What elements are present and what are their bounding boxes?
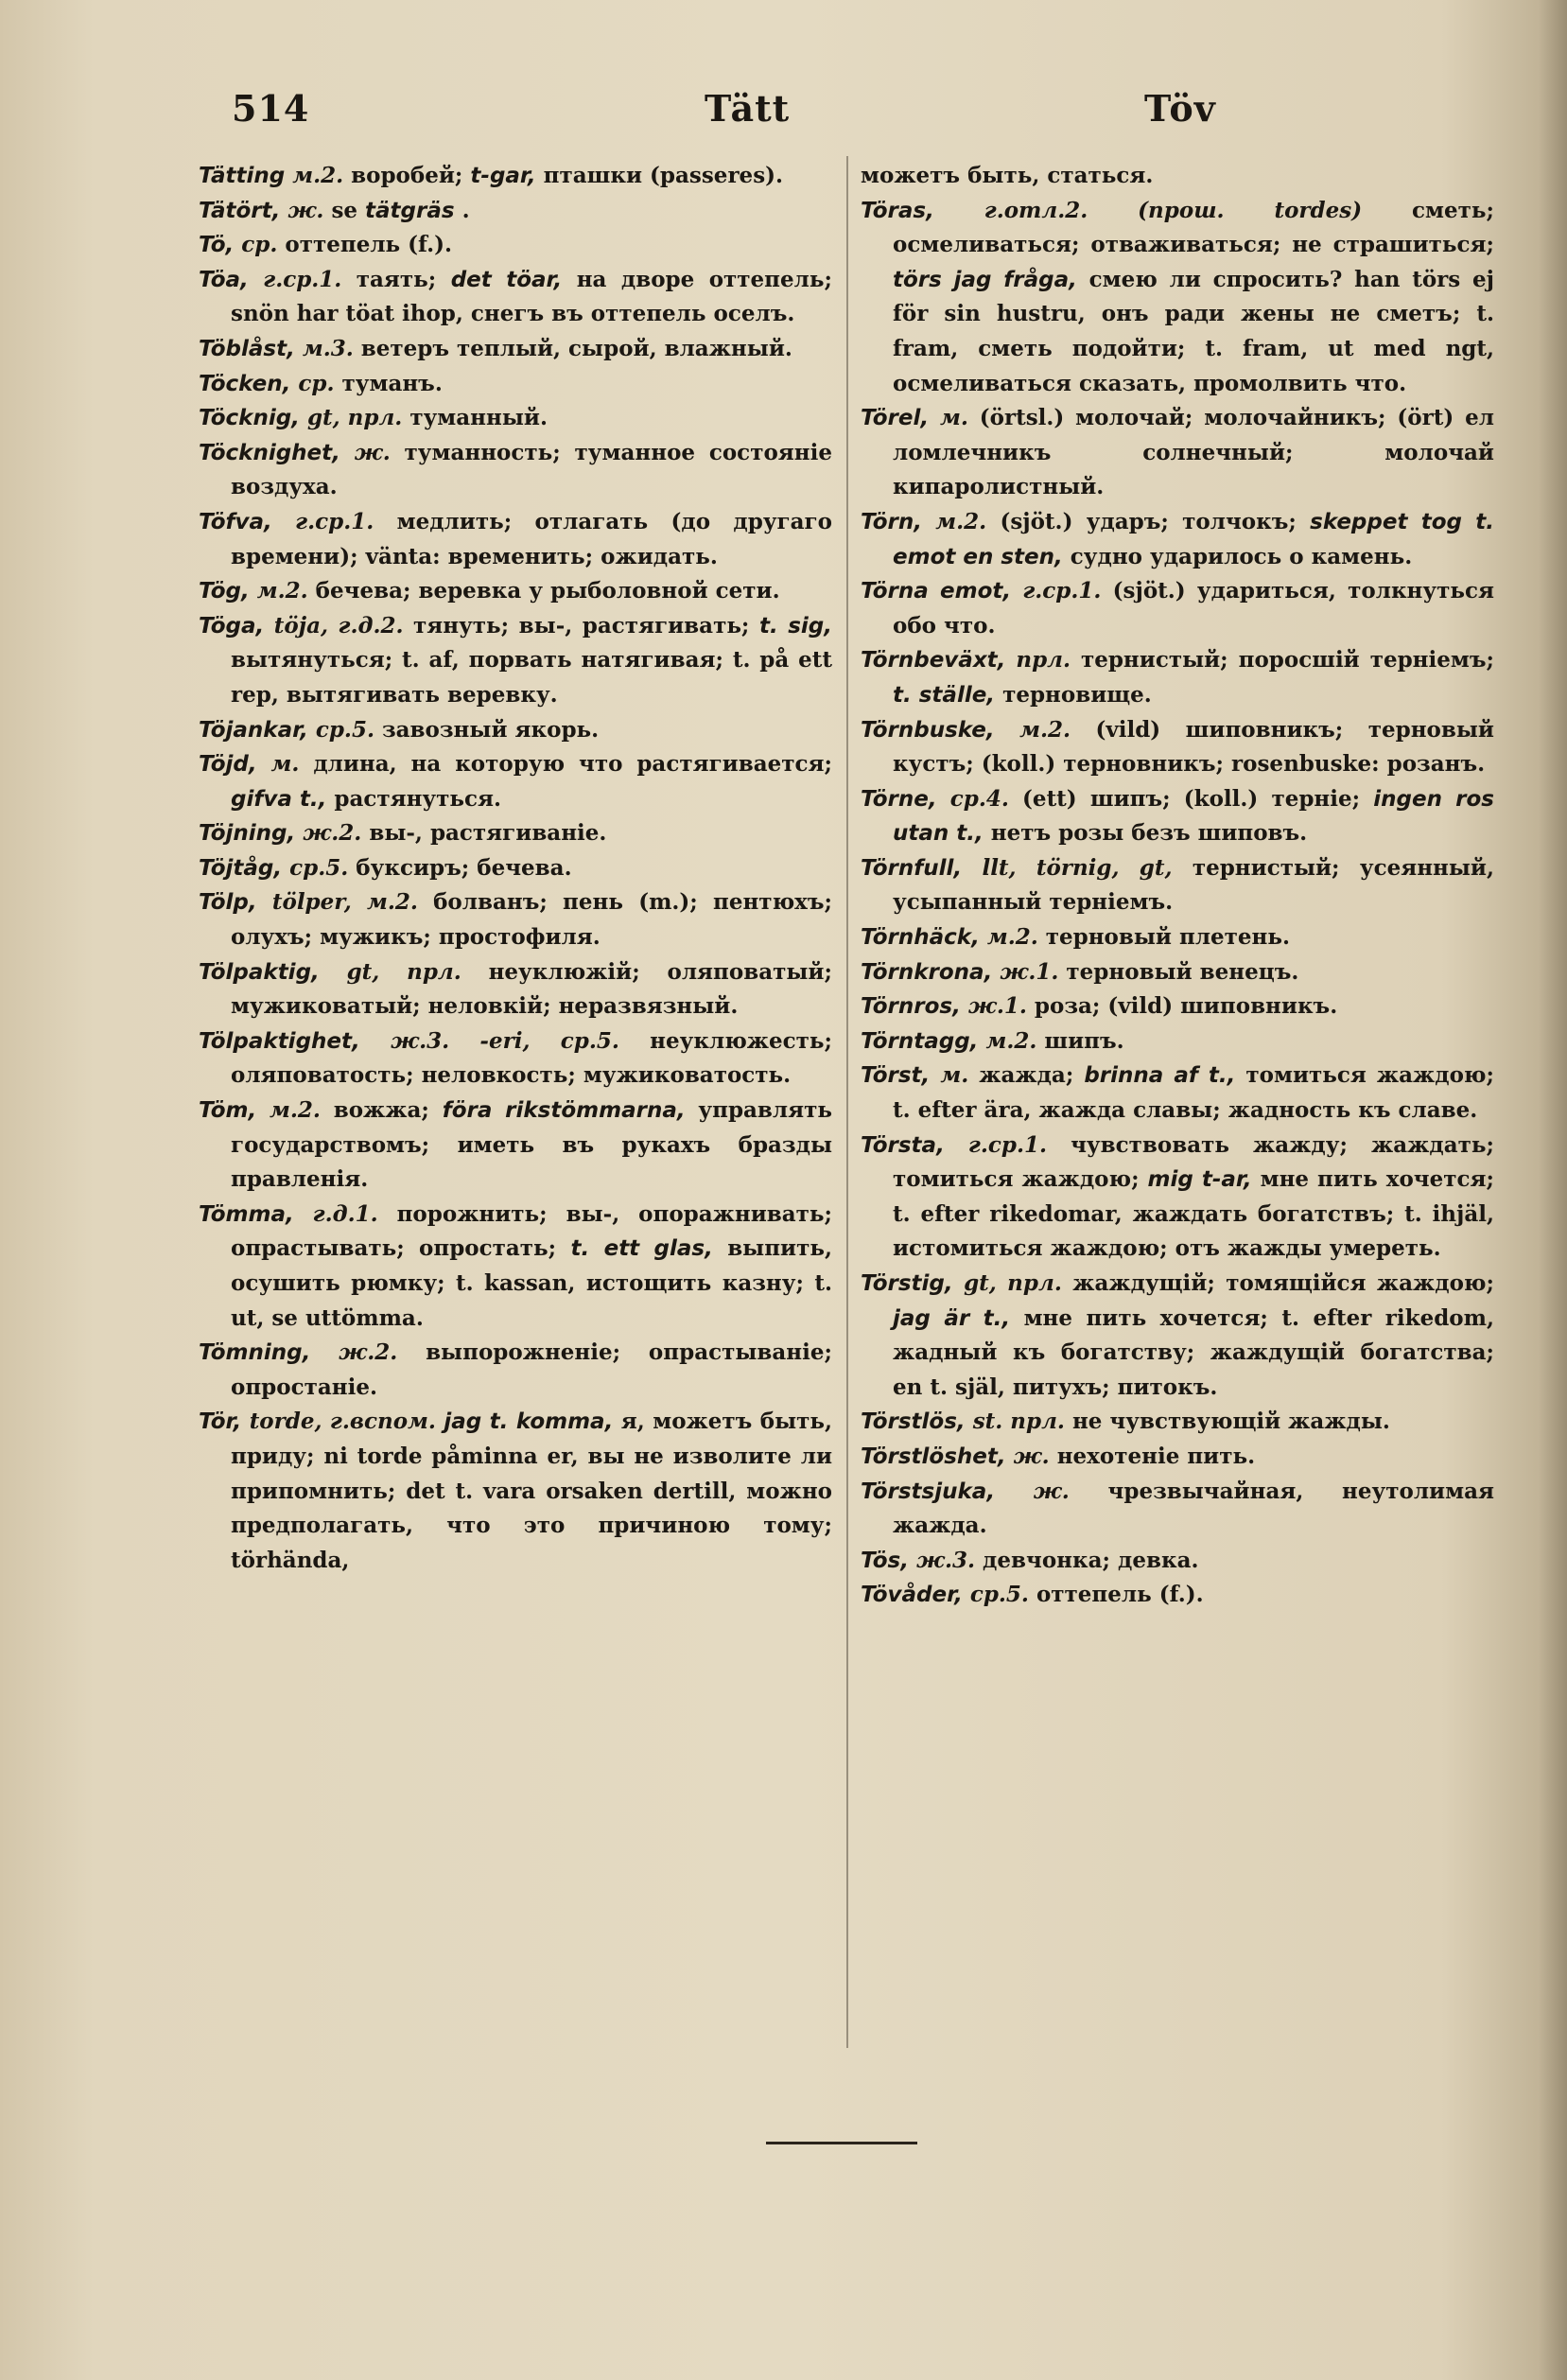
entry-translation: (sjöt.) удариться, толкнуться обо что.: [893, 578, 1494, 639]
entry-translation: чувствовать жажду; жаждать; томиться жаждою;: [893, 1131, 1494, 1193]
entry-translation: чрезвычайная, неутолимая жажда.: [893, 1478, 1494, 1539]
entry-grammar: ж.: [1033, 1478, 1070, 1504]
entry-headword: Tölp,: [199, 890, 257, 916]
entry-grammar: gt, прл.: [964, 1270, 1062, 1296]
entry-translation: (ett) шипъ; (koll.) терніе;: [1022, 785, 1374, 812]
dictionary-entry: [199, 851, 832, 886]
right-column: [861, 159, 1494, 1613]
entry-headword: Törn,: [861, 509, 922, 534]
entry-grammar: ж.: [354, 439, 391, 465]
entry-translation: не чувствующій жажды.: [1071, 1409, 1390, 1435]
entry-headword: Tö,: [199, 233, 235, 258]
entry-grammar: м.: [270, 751, 300, 778]
entry-translation: длина, на которую что растягивается;: [313, 751, 832, 778]
dictionary-entry: [199, 401, 832, 436]
entry-headword: Törnbuske,: [861, 717, 995, 743]
entry-example: t. ett glas,: [570, 1236, 713, 1262]
entry-headword: Tör,: [199, 1409, 242, 1435]
entry-headword: Töjning,: [199, 821, 296, 847]
entry-translation: туманъ.: [341, 370, 443, 396]
entry-translation: завозный якорь.: [381, 716, 600, 743]
entry-translation: жажда;: [979, 1062, 1085, 1089]
dictionary-entry: [199, 574, 832, 609]
entry-translation: (vild) шиповникъ; терновый кустъ; (koll.) терновникъ; rosenbuske: розанъ.: [893, 716, 1494, 778]
entry-translation-cont: смею ли спросить? han törs ej för sin hustru, онъ ради жены не сметъ; t. fram, сметь подойти; t. fram, ut med ngt, осмеливаться сказать, промолвить что.: [893, 266, 1494, 396]
entry-headword: Törstlös,: [861, 1409, 966, 1435]
dictionary-entry: [861, 713, 1494, 782]
entry-translation: тянуть; вы-, растягивать;: [413, 612, 759, 639]
entry-grammar: г.ср.1.: [263, 266, 342, 292]
entry-grammar: ж.2.: [339, 1339, 398, 1366]
entry-translation: буксиръ; бечева.: [356, 854, 572, 881]
entry-grammar: м.: [940, 1062, 969, 1089]
entry-example: mig t-ar,: [1147, 1167, 1252, 1193]
entry-grammar: г.отл.2. (прош. tordes): [984, 197, 1363, 223]
entry-headword: Tös,: [861, 1548, 909, 1573]
dictionary-entry: [861, 1405, 1494, 1440]
entry-translation-cont: я, можетъ быть, приду; ni torde påminna er, вы не изволите ли припомнить; det t. vara orsaken dertill, можно предполагать, что это причиною тому; törhända,: [231, 1409, 832, 1573]
page-number: 514: [232, 87, 310, 130]
dictionary-entry: [861, 1544, 1494, 1579]
entry-grammar: прл.: [1016, 647, 1071, 674]
entry-grammar: ж.: [1013, 1443, 1050, 1469]
dictionary-entry: [199, 436, 832, 505]
entry-translation: сметь; осмеливаться; отваживаться; не страшиться;: [893, 197, 1494, 258]
entry-translation: таять;: [356, 266, 451, 292]
entry-grammar: ж.3.: [915, 1547, 976, 1573]
entry-headword: Törnros,: [861, 994, 961, 1020]
dictionary-entry: [861, 1129, 1494, 1267]
entry-headword: Töcknig,: [199, 406, 300, 431]
entry-translation: выпорожненіе; опрастываніе; опростаніе.: [231, 1339, 832, 1400]
entry-headword: Tätting: [199, 164, 286, 188]
entry-grammar: м.2.: [935, 508, 987, 534]
entry-headword: Törnkrona,: [861, 959, 993, 985]
entry-grammar: st. прл.: [972, 1409, 1065, 1435]
entry-example: tätgräs: [365, 198, 455, 223]
dictionary-entry: [199, 1094, 832, 1198]
entry-headword: Törnhäck,: [861, 925, 980, 951]
entry-headword: Törnfull,: [861, 855, 963, 881]
entry-headword: Törstsjuka,: [861, 1479, 996, 1504]
entry-headword: Törnbeväxt,: [861, 648, 1006, 674]
dictionary-entry: [199, 1024, 832, 1094]
entry-translation-cont: мне пить хочется; t. efter rikedomar, жаждать богатствъ; t. ihjäl, истомиться жаждою; отъ жажды умереть.: [893, 1166, 1495, 1262]
entry-translation: терновый венецъ.: [1066, 958, 1299, 985]
entry-translation: туманный.: [409, 405, 548, 431]
dictionary-entry: [199, 955, 832, 1024]
entry-translation-cont: терновище.: [1002, 681, 1152, 708]
left-column: [199, 159, 832, 1578]
entry-grammar: м.2.: [1019, 716, 1071, 743]
entry-grammar: gt, прл.: [306, 405, 403, 431]
column-divider: [846, 156, 848, 2048]
entry-grammar: м.3.: [302, 335, 354, 361]
dictionary-entry: [861, 989, 1494, 1024]
entry-grammar: torde, г.вспом.: [249, 1409, 436, 1435]
entry-translation: (sjöt.) ударъ; толчокъ;: [1000, 508, 1311, 534]
entry-example: skeppet tog t. emot en sten,: [893, 509, 1494, 569]
entry-headword: Törntagg,: [861, 1028, 979, 1054]
entry-translation-cont: томиться жаждою; t. efter ära, жажда славы; жадность къ славе.: [893, 1062, 1494, 1124]
dictionary-entry: [199, 713, 832, 748]
entry-headword: Törel,: [861, 406, 930, 431]
entry-grammar: ср.5.: [969, 1582, 1029, 1608]
entry-example: t. ställe,: [893, 682, 996, 708]
entry-translation: оттепель (f.).: [1036, 1582, 1204, 1608]
entry-headword: Töm,: [199, 1098, 257, 1124]
entry-headword: Töa,: [199, 267, 249, 292]
entry-grammar: ср.5.: [315, 716, 374, 743]
entry-grammar: м.2.: [985, 1027, 1037, 1054]
entry-example: ingen ros utan t.,: [893, 786, 1494, 847]
entry-example: föra rikstömmarna,: [442, 1098, 686, 1124]
dictionary-entry: [861, 194, 1494, 402]
entry-headword: Törne,: [861, 786, 937, 812]
entry-grammar: ж.3. -eri, ср.5.: [391, 1027, 619, 1054]
dictionary-entry: [861, 1059, 1494, 1128]
entry-translation-cont: выпить, осушить рюмку; t. kassan, истощить казну; t. ut, se uttömma.: [231, 1235, 832, 1331]
dictionary-entry: [199, 885, 832, 954]
entry-translation: вожжа;: [333, 1097, 443, 1124]
entry-example: t. sig,: [758, 613, 832, 639]
entry-grammar: г.д.1.: [312, 1200, 378, 1227]
entry-headword: Törstig,: [861, 1271, 953, 1296]
entry-grammar: м.: [939, 405, 968, 431]
dictionary-entry: [861, 505, 1494, 574]
entry-grammar: ж.1.: [967, 993, 1027, 1020]
entry-grammar: tölper, м.2.: [271, 889, 418, 916]
entry-translation-cont: .: [461, 197, 470, 223]
dictionary-entry: [861, 920, 1494, 955]
bottom-rule: [766, 2142, 917, 2144]
entry-translation: оттепель (f.).: [285, 232, 453, 258]
entry-grammar: г.ср.1.: [1022, 578, 1102, 604]
entry-grammar: г.ср.1.: [967, 1131, 1047, 1158]
entry-headword: Töjtåg,: [199, 855, 283, 881]
left-running-head: Tätt: [705, 87, 791, 130]
entry-translation-cont: на дворе оттепель; snön har töat ihop, снегъ въ оттепель оселъ.: [231, 266, 832, 327]
entry-translation-cont: управлять государствомъ; иметь въ рукахъ бразды правленія.: [231, 1097, 832, 1193]
entry-grammar: ср.5.: [289, 854, 349, 881]
entry-grammar: ж.: [287, 197, 324, 223]
dictionary-entry: [199, 228, 832, 263]
entry-headword: Törsta,: [861, 1132, 945, 1158]
entry-translation: терновый плетень.: [1045, 924, 1291, 951]
entry-grammar: gt, прл.: [346, 958, 461, 985]
entry-headword: Töcknighet,: [199, 440, 340, 465]
entry-headword: Tölpaktig,: [199, 959, 320, 985]
entry-grammar: llt, törnig, gt,: [982, 854, 1173, 881]
entry-translation-cont: пташки (passeres).: [543, 163, 784, 188]
entry-translation: (örtsl.) молочай; молочайникъ; (ört) ел ломлечникъ солнечный; молочай кипаролистный.: [893, 405, 1494, 500]
entry-translation: неуклюжесть; оляповатость; неловкость; мужиковатость.: [231, 1027, 832, 1089]
entry-example: jag är t.,: [893, 1305, 1011, 1331]
dictionary-entry: [861, 401, 1494, 505]
entry-grammar: м.2.: [986, 924, 1038, 951]
dictionary-entry: [199, 367, 832, 402]
entry-grammar: ж.1.: [1000, 958, 1059, 985]
dictionary-entry: [199, 159, 832, 194]
entry-headword: Tölpaktighet,: [199, 1028, 360, 1054]
entry-translation-cont: нетъ розы безъ шиповъ.: [990, 820, 1308, 847]
dictionary-entry: [861, 955, 1494, 990]
entry-translation: медлить; отлагать (до другаго времени); vänta: временить; ожидать.: [231, 508, 832, 569]
entry-headword: Tömning,: [199, 1340, 311, 1366]
entry-headword: Töcken,: [199, 371, 291, 396]
entry-headword: Töga,: [199, 613, 265, 639]
dictionary-entry: [199, 747, 832, 816]
entry-grammar: töja, г.д.2.: [273, 612, 404, 639]
entry-grammar: ср.: [241, 232, 278, 258]
dictionary-entry: [861, 159, 1494, 194]
entry-grammar: м.2.: [270, 1097, 321, 1124]
dictionary-entry: [861, 1024, 1494, 1059]
entry-translation: бечева; веревка у рыболовной сети.: [315, 578, 780, 604]
entry-grammar: г.ср.1.: [295, 508, 374, 534]
dictionary-entry: [199, 332, 832, 367]
entry-translation: шипъ.: [1044, 1027, 1124, 1054]
entry-translation: se: [331, 197, 366, 223]
dictionary-entry: [199, 1198, 832, 1336]
entry-grammar: ср.4.: [949, 785, 1009, 812]
entry-grammar: ж.2.: [303, 820, 362, 847]
entry-headword: Törna emot,: [861, 579, 1012, 604]
entry-translation: болванъ; пень (m.); пентюхъ; олухъ; мужикъ; простофиля.: [231, 889, 832, 951]
entry-translation: ветеръ теплый, сырой, влажный.: [360, 335, 792, 361]
entry-headword: Tätört,: [199, 198, 281, 223]
entry-translation: туманность; туманное состояніе воздуха.: [231, 439, 832, 500]
entry-example: det töar,: [450, 267, 563, 292]
entry-headword: Töjd,: [199, 752, 257, 778]
entry-headword: Töfva,: [199, 509, 272, 534]
entry-grammar: ср.: [298, 370, 335, 396]
dictionary-entry: [199, 194, 832, 229]
entry-headword: Tövåder,: [861, 1583, 963, 1608]
entry-example: törs jag fråga,: [893, 267, 1077, 292]
entry-translation-cont: мне пить хочется; t. efter rikedom, жадный къ богатству; жаждущій богатства; en t. själ, питухъ; питокъ.: [893, 1304, 1494, 1400]
entry-example: brinna af t.,: [1084, 1063, 1236, 1089]
dictionary-entry: [861, 851, 1494, 920]
entry-translation-cont: судно ударилось о камень.: [1070, 543, 1413, 569]
entry-example: jag t. komma,: [444, 1409, 614, 1435]
entry-translation: жаждущій; томящійся жаждою;: [1072, 1270, 1495, 1296]
dictionary-entry: [861, 574, 1494, 643]
entry-translation-cont: растянуться.: [334, 785, 502, 812]
entry-headword: Törstlöshet,: [861, 1444, 1006, 1469]
dictionary-entry: [861, 1578, 1494, 1613]
entry-translation: вы-, растягиваніе.: [369, 820, 607, 847]
dictionary-entry: [199, 609, 832, 713]
entry-translation: тернистый; усеянный, усыпанный терніемъ.: [893, 854, 1494, 916]
entry-headword: Tög,: [199, 579, 250, 604]
entry-translation-cont: вытянуться; t. af, порвать натягивая; t. på ett rep, вытягивать веревку.: [231, 647, 832, 708]
entry-translation: роза; (vild) шиповникъ.: [1034, 993, 1338, 1020]
entry-translation: воробей;: [351, 163, 471, 188]
dictionary-entry: [199, 505, 832, 574]
entry-example: gifva t.,: [231, 786, 327, 812]
entry-translation: нехотеніе пить.: [1056, 1443, 1256, 1469]
dictionary-entry: [199, 263, 832, 332]
entry-grammar: м.2.: [292, 163, 344, 188]
entry-headword: Töblåst,: [199, 336, 295, 361]
page-edge-shadow: [1539, 0, 1567, 2380]
dictionary-entry: [861, 1440, 1494, 1475]
entry-translation: девчонка; девка.: [983, 1547, 1199, 1573]
dictionary-entry: [861, 1267, 1494, 1405]
dictionary-entry: [861, 1475, 1494, 1544]
entry-headword: Tömma,: [199, 1201, 294, 1227]
entry-example: t-gar,: [470, 164, 536, 188]
entry-translation: тернистый; поросшій терніемъ;: [1080, 647, 1494, 674]
dictionary-entry: [199, 1336, 832, 1405]
right-running-head: Töv: [1144, 87, 1216, 130]
entry-grammar: м.2.: [256, 578, 308, 604]
entry-headword: Töras,: [861, 198, 934, 223]
entry-translation: неуклюжій; оляповатый; мужиковатый; неловкій; неразвязный.: [231, 958, 832, 1020]
entry-headword: Törst,: [861, 1063, 931, 1089]
dictionary-entry: [199, 1405, 832, 1578]
dictionary-entry: [199, 816, 832, 851]
entry-continuation: можетъ быть, статься.: [861, 163, 1154, 188]
entry-headword: Töjankar,: [199, 717, 308, 743]
dictionary-entry: [861, 643, 1494, 712]
dictionary-entry: [861, 782, 1494, 851]
entry-translation: порожнить; вы-, опоражнивать; опрастывать; опростать;: [231, 1200, 832, 1262]
